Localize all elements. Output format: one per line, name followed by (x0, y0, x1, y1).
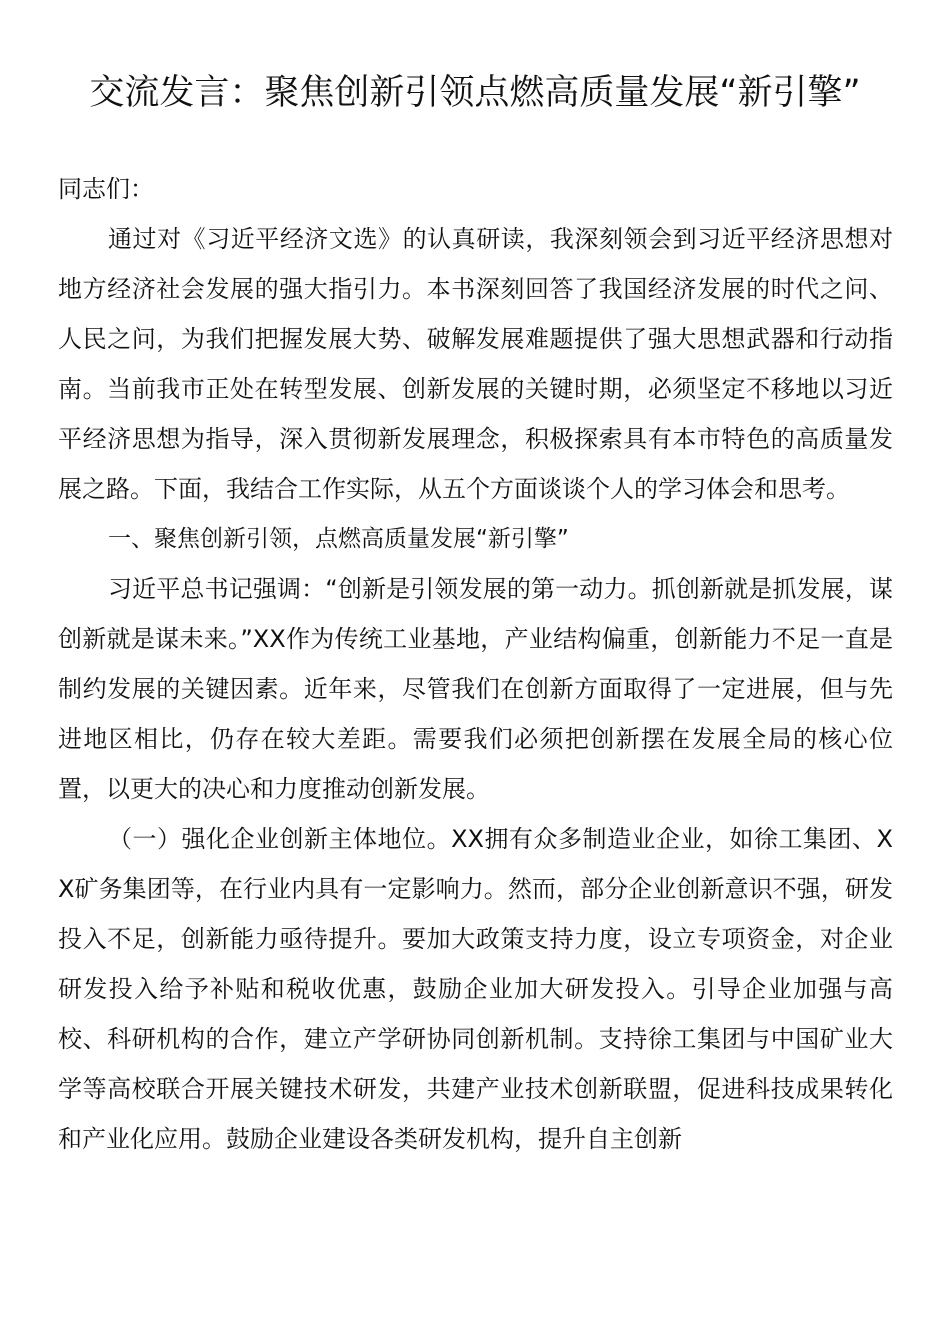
paragraph-quote: 习近平总书记强调：“创新是引领发展的第一动力。抓创新就是抓发展，谋创新就是谋未来。”XX作为传统工业基地，产业结构偏重，创新能力不足一直是制约发展的关键因素。近年来，尽管我们在创新方面取得了一定进展，但与先进地区相比，仍存在较大差距。需要我们必须把创新摆在发展全局的核心位置，以更大的决心和力度推动创新发展。 (58, 575, 893, 803)
document-body (58, 164, 893, 1164)
paragraph-intro: 通过对《习近平经济文选》的认真研读，我深刻领会到习近平经济思想对地方经济社会发展的强大指引力。本书深刻回答了我国经济发展的时代之问、人民之问，为我们把握发展大势、破解发展难题提供了强大思想武器和行动指南。当前我市正处在转型发展、创新发展的关键时期，必须坚定不移地以习近平经济思想为指导，深入贯彻新发展理念，积极探索具有本市特色的高质量发展之路。下面，我结合工作实际，从五个方面谈谈个人的学习体会和思考。 (58, 225, 893, 503)
document-title: 交流发言：聚焦创新引领点燃高质量发展“新引擎” (89, 73, 861, 113)
salutation: 同志们： (58, 175, 154, 203)
section-heading-1: 一、聚焦创新引领，点燃高质量发展“新引擎” (108, 526, 569, 552)
paragraph-subsection-1: （一）强化企业创新主体地位。XX拥有众多制造业企业，如徐工集团、XX矿务集团等，在行业内具有一定影响力。然而，部分企业创新意识不强，研发投入不足，创新能力亟待提升。要加大政策支持力度，设立专项资金，对企业研发投入给予补贴和税收优惠，鼓励企业加大研发投入。引导企业加强与高校、科研机构的合作，建立产学研协同创新机制。支持徐工集团与中国矿业大学等高校联合开展关键技术研发，共建产业技术创新联盟，促进科技成果转化和产业化应用。鼓励企业建设各类研发机构，提升自主创新 (58, 825, 893, 1153)
